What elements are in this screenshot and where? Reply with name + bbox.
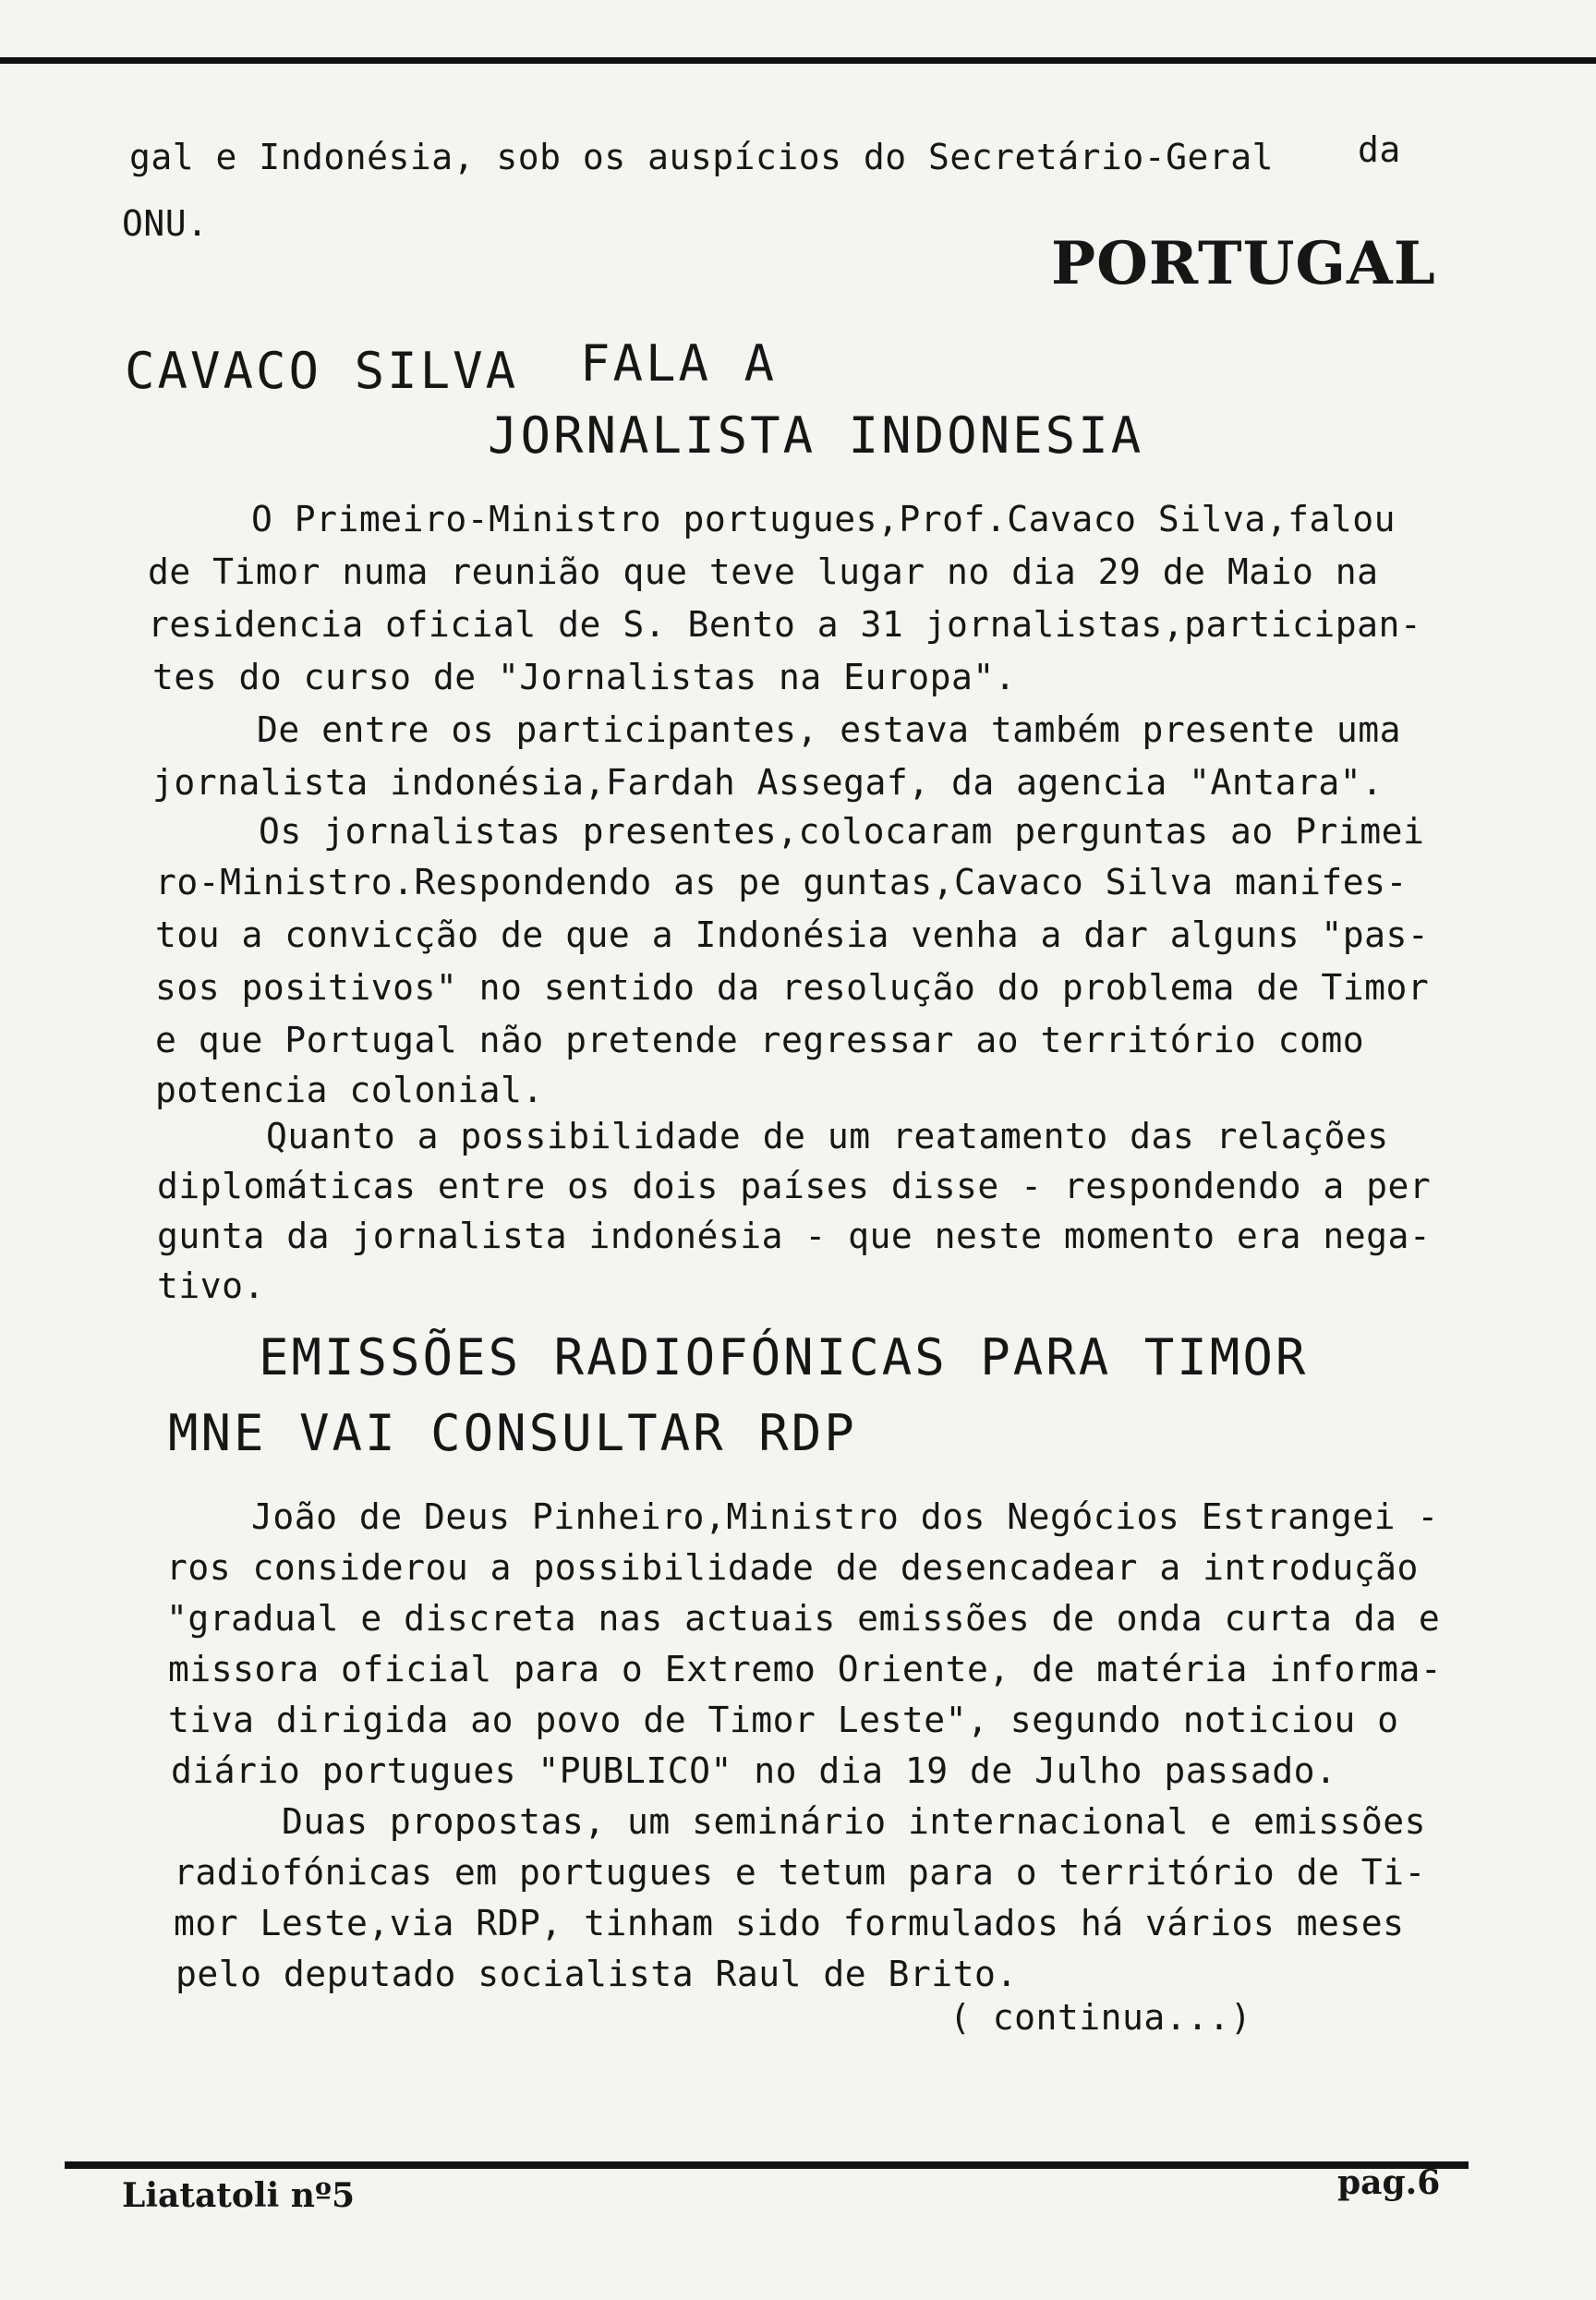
article2-line: João de Deus Pinheiro,Ministro dos Negócios Estrangei -: [251, 1496, 1439, 1537]
article1-headline-line1b: FALA A: [580, 334, 778, 393]
article1-line: jornalista indonésia,Fardah Assegaf, da agencia "Antara".: [152, 762, 1384, 803]
article2-headline-line2: MNE VAI CONSULTAR RDP: [168, 1404, 857, 1462]
article1-line: O Primeiro-Ministro portugues,Prof.Cavaco Silva,falou: [251, 499, 1396, 539]
article2-line: ros considerou a possibilidade de desencadear a introdução: [166, 1547, 1419, 1588]
article2-line: tiva dirigida ao povo de Timor Leste", segundo noticiou o: [168, 1700, 1399, 1740]
article1-line: Quanto a possibilidade de um reatamento das relações: [266, 1116, 1389, 1156]
article1-headline-line1: CAVACO SILVA: [125, 342, 519, 400]
top-rule: [0, 57, 1596, 64]
article1-line: residencia oficial de S. Bento a 31 jornalistas,participan-: [148, 604, 1422, 645]
article2-line: missora oficial para o Extremo Oriente, de matéria informa-: [168, 1649, 1443, 1689]
bottom-rule: [65, 2161, 1469, 2169]
intro-line-2: ONU.: [122, 203, 209, 244]
article1-line: diplomáticas entre os dois países disse - respondendo a per: [157, 1166, 1432, 1206]
publication-name: Liatatoli nº5: [122, 2176, 356, 2215]
article1-headline-line2: JORNALISTA INDONESIA: [488, 406, 1144, 465]
article1-line: Os jornalistas presentes,colocaram perguntas ao Primei: [259, 811, 1425, 852]
section-tag: PORTUGAL: [1051, 229, 1436, 298]
article1-line: de Timor numa reunião que teve lugar no dia 29 de Maio na: [148, 551, 1379, 592]
article1-line: e que Portugal não pretende regressar ao território como: [155, 1020, 1365, 1060]
article2-line: mor Leste,via RDP, tinham sido formulados há vários meses: [174, 1903, 1405, 1943]
article1-line: tivo.: [157, 1265, 265, 1306]
intro-line-1-end: da: [1358, 129, 1401, 170]
page-number: pag.6: [1337, 2163, 1441, 2202]
article1-line: gunta da jornalista indonésia - que neste momento era nega-: [157, 1216, 1432, 1256]
article1-line: tes do curso de "Jornalistas na Europa".: [152, 657, 1017, 697]
article1-line: sos positivos" no sentido da resolução do problema de Timor: [155, 967, 1430, 1008]
article2-line: radiofónicas em portugues e tetum para o território de Ti-: [174, 1852, 1426, 1893]
article2-line: "gradual e discreta nas actuais emissões de onda curta da e: [166, 1598, 1441, 1639]
article2-line: diário portugues "PUBLICO" no dia 19 de Julho passado.: [171, 1750, 1337, 1791]
article1-line: potencia colonial.: [155, 1070, 544, 1110]
article2-line: pelo deputado socialista Raul de Brito.: [175, 1954, 1018, 1994]
continues-note: ( continua...): [949, 1997, 1252, 2038]
intro-line-1: gal e Indonésia, sob os auspícios do Secretário-Geral: [129, 137, 1275, 177]
article2-line: Duas propostas, um seminário internacional e emissões: [282, 1801, 1427, 1842]
article2-headline-line1: EMISSÕES RADIOFÓNICAS PARA TIMOR: [259, 1328, 1309, 1386]
article1-line: ro-Ministro.Respondendo as pe guntas,Cavaco Silva manifes-: [155, 862, 1408, 902]
article1-line: tou a convicção de que a Indonésia venha a dar alguns "pas-: [155, 914, 1430, 955]
article1-line: De entre os participantes, estava também presente uma: [257, 709, 1402, 750]
